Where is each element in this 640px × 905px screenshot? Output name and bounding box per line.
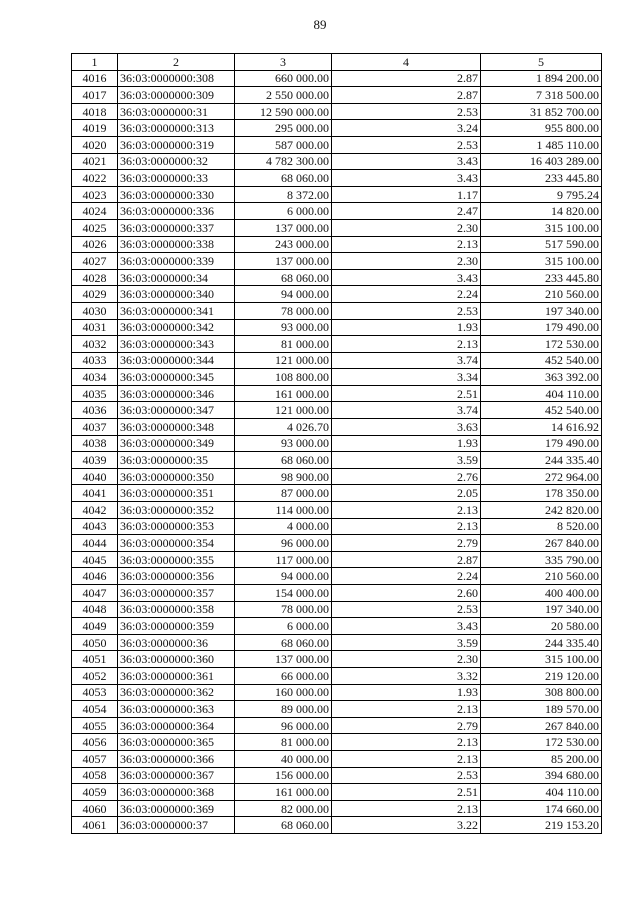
cell-total: 315 100.00 xyxy=(481,253,602,270)
cell-total: 178 350.00 xyxy=(481,485,602,502)
cell-value: 40 000.00 xyxy=(235,750,332,767)
cell-row-number: 4020 xyxy=(72,136,118,153)
cell-cadastral-number: 36:03:0000000:351 xyxy=(118,485,235,502)
table-row xyxy=(72,87,602,104)
cell-value: 96 000.00 xyxy=(235,535,332,552)
table-row xyxy=(72,701,602,718)
cell-cadastral-number: 36:03:0000000:363 xyxy=(118,701,235,718)
cell-cadastral-number: 36:03:0000000:336 xyxy=(118,203,235,220)
table-body xyxy=(72,70,602,833)
table-row xyxy=(72,651,602,668)
table-row xyxy=(72,485,602,502)
cell-row-number: 4036 xyxy=(72,402,118,419)
cell-total: 20 580.00 xyxy=(481,618,602,635)
cell-row-number: 4021 xyxy=(72,153,118,170)
table-row xyxy=(72,120,602,137)
cell-cadastral-number: 36:03:0000000:362 xyxy=(118,684,235,701)
table-row xyxy=(72,219,602,236)
table-row xyxy=(72,634,602,651)
cell-cadastral-number: 36:03:0000000:345 xyxy=(118,369,235,386)
cell-coefficient: 3.43 xyxy=(332,153,481,170)
cell-total: 404 110.00 xyxy=(481,385,602,402)
cell-total: 7 318 500.00 xyxy=(481,87,602,104)
cell-row-number: 4047 xyxy=(72,585,118,602)
cell-value: 114 000.00 xyxy=(235,502,332,519)
cell-coefficient: 2.87 xyxy=(332,551,481,568)
cell-cadastral-number: 36:03:0000000:360 xyxy=(118,651,235,668)
cell-total: 1 485 110.00 xyxy=(481,136,602,153)
cell-coefficient: 3.59 xyxy=(332,634,481,651)
cell-coefficient: 2.76 xyxy=(332,468,481,485)
cell-cadastral-number: 36:03:0000000:33 xyxy=(118,170,235,187)
cell-row-number: 4055 xyxy=(72,717,118,734)
cell-total: 14 820.00 xyxy=(481,203,602,220)
cell-total: 335 790.00 xyxy=(481,551,602,568)
cell-total: 233 445.80 xyxy=(481,269,602,286)
cell-value: 12 590 000.00 xyxy=(235,103,332,120)
cell-coefficient: 2.53 xyxy=(332,601,481,618)
cell-row-number: 4032 xyxy=(72,336,118,353)
table-row xyxy=(72,170,602,187)
cell-row-number: 4060 xyxy=(72,800,118,817)
table-row xyxy=(72,103,602,120)
table-row xyxy=(72,535,602,552)
table-row xyxy=(72,800,602,817)
cell-cadastral-number: 36:03:0000000:347 xyxy=(118,402,235,419)
cell-row-number: 4056 xyxy=(72,734,118,751)
cell-coefficient: 2.51 xyxy=(332,385,481,402)
cell-total: 315 100.00 xyxy=(481,651,602,668)
cell-value: 82 000.00 xyxy=(235,800,332,817)
cell-value: 161 000.00 xyxy=(235,385,332,402)
table-row xyxy=(72,136,602,153)
cell-total: 179 490.00 xyxy=(481,319,602,336)
cell-cadastral-number: 36:03:0000000:340 xyxy=(118,286,235,303)
table-row xyxy=(72,502,602,519)
cell-coefficient: 2.13 xyxy=(332,800,481,817)
cell-coefficient: 2.30 xyxy=(332,253,481,270)
cell-row-number: 4050 xyxy=(72,634,118,651)
cell-value: 660 000.00 xyxy=(235,70,332,87)
cell-row-number: 4029 xyxy=(72,286,118,303)
cell-value: 96 000.00 xyxy=(235,717,332,734)
cell-row-number: 4031 xyxy=(72,319,118,336)
cell-coefficient: 2.13 xyxy=(332,518,481,535)
cell-cadastral-number: 36:03:0000000:346 xyxy=(118,385,235,402)
cell-value: 2 550 000.00 xyxy=(235,87,332,104)
cell-value: 587 000.00 xyxy=(235,136,332,153)
cell-value: 121 000.00 xyxy=(235,352,332,369)
cell-cadastral-number: 36:03:0000000:354 xyxy=(118,535,235,552)
cell-value: 8 372.00 xyxy=(235,186,332,203)
cell-cadastral-number: 36:03:0000000:319 xyxy=(118,136,235,153)
cell-cadastral-number: 36:03:0000000:34 xyxy=(118,269,235,286)
header-col-4: 4 xyxy=(332,54,481,71)
cell-total: 244 335.40 xyxy=(481,452,602,469)
cell-cadastral-number: 36:03:0000000:341 xyxy=(118,302,235,319)
cell-row-number: 4053 xyxy=(72,684,118,701)
cell-cadastral-number: 36:03:0000000:337 xyxy=(118,219,235,236)
cell-coefficient: 2.79 xyxy=(332,535,481,552)
cell-row-number: 4038 xyxy=(72,435,118,452)
cell-coefficient: 1.93 xyxy=(332,319,481,336)
cell-row-number: 4037 xyxy=(72,419,118,436)
cell-total: 179 490.00 xyxy=(481,435,602,452)
cell-cadastral-number: 36:03:0000000:352 xyxy=(118,502,235,519)
cell-total: 174 660.00 xyxy=(481,800,602,817)
cell-coefficient: 3.22 xyxy=(332,817,481,834)
cell-value: 108 800.00 xyxy=(235,369,332,386)
cell-cadastral-number: 36:03:0000000:36 xyxy=(118,634,235,651)
cell-coefficient: 3.59 xyxy=(332,452,481,469)
cell-value: 6 000.00 xyxy=(235,618,332,635)
cell-total: 400 400.00 xyxy=(481,585,602,602)
cell-cadastral-number: 36:03:0000000:365 xyxy=(118,734,235,751)
cell-cadastral-number: 36:03:0000000:309 xyxy=(118,87,235,104)
cell-coefficient: 2.79 xyxy=(332,717,481,734)
cell-cadastral-number: 36:03:0000000:369 xyxy=(118,800,235,817)
cell-cadastral-number: 36:03:0000000:355 xyxy=(118,551,235,568)
cell-row-number: 4019 xyxy=(72,120,118,137)
cell-row-number: 4022 xyxy=(72,170,118,187)
cell-row-number: 4042 xyxy=(72,502,118,519)
cell-total: 210 560.00 xyxy=(481,568,602,585)
table-row xyxy=(72,352,602,369)
cell-coefficient: 3.24 xyxy=(332,120,481,137)
cell-coefficient: 2.30 xyxy=(332,651,481,668)
cell-cadastral-number: 36:03:0000000:32 xyxy=(118,153,235,170)
cell-total: 244 335.40 xyxy=(481,634,602,651)
cell-cadastral-number: 36:03:0000000:330 xyxy=(118,186,235,203)
cell-total: 197 340.00 xyxy=(481,601,602,618)
cell-total: 197 340.00 xyxy=(481,302,602,319)
cell-value: 94 000.00 xyxy=(235,568,332,585)
cell-cadastral-number: 36:03:0000000:35 xyxy=(118,452,235,469)
cell-row-number: 4017 xyxy=(72,87,118,104)
cell-total: 210 560.00 xyxy=(481,286,602,303)
cell-coefficient: 3.43 xyxy=(332,618,481,635)
table-row xyxy=(72,667,602,684)
cell-row-number: 4057 xyxy=(72,750,118,767)
cell-value: 89 000.00 xyxy=(235,701,332,718)
cell-cadastral-number: 36:03:0000000:31 xyxy=(118,103,235,120)
cell-coefficient: 2.60 xyxy=(332,585,481,602)
cell-row-number: 4028 xyxy=(72,269,118,286)
table-row xyxy=(72,468,602,485)
cell-row-number: 4018 xyxy=(72,103,118,120)
cell-row-number: 4039 xyxy=(72,452,118,469)
cell-cadastral-number: 36:03:0000000:37 xyxy=(118,817,235,834)
header-col-1: 1 xyxy=(72,54,118,71)
cell-cadastral-number: 36:03:0000000:349 xyxy=(118,435,235,452)
cell-coefficient: 1.17 xyxy=(332,186,481,203)
header-col-5: 5 xyxy=(481,54,602,71)
cell-total: 267 840.00 xyxy=(481,535,602,552)
table-row xyxy=(72,568,602,585)
cell-row-number: 4049 xyxy=(72,618,118,635)
cell-cadastral-number: 36:03:0000000:357 xyxy=(118,585,235,602)
cell-coefficient: 2.53 xyxy=(332,767,481,784)
cell-row-number: 4048 xyxy=(72,601,118,618)
cell-value: 68 060.00 xyxy=(235,269,332,286)
cell-value: 117 000.00 xyxy=(235,551,332,568)
cell-value: 66 000.00 xyxy=(235,667,332,684)
cell-value: 6 000.00 xyxy=(235,203,332,220)
cell-total: 315 100.00 xyxy=(481,219,602,236)
cell-value: 68 060.00 xyxy=(235,634,332,651)
table-row xyxy=(72,717,602,734)
cell-total: 31 852 700.00 xyxy=(481,103,602,120)
cell-coefficient: 2.51 xyxy=(332,784,481,801)
cell-total: 452 540.00 xyxy=(481,352,602,369)
cell-value: 295 000.00 xyxy=(235,120,332,137)
cell-cadastral-number: 36:03:0000000:368 xyxy=(118,784,235,801)
cell-value: 94 000.00 xyxy=(235,286,332,303)
table-row xyxy=(72,253,602,270)
table-row xyxy=(72,153,602,170)
table-header xyxy=(72,54,602,71)
cell-row-number: 4044 xyxy=(72,535,118,552)
cell-coefficient: 2.13 xyxy=(332,701,481,718)
cell-cadastral-number: 36:03:0000000:358 xyxy=(118,601,235,618)
cell-value: 137 000.00 xyxy=(235,219,332,236)
cell-coefficient: 2.47 xyxy=(332,203,481,220)
cell-coefficient: 2.13 xyxy=(332,236,481,253)
table-row xyxy=(72,419,602,436)
cell-row-number: 4041 xyxy=(72,485,118,502)
cell-row-number: 4025 xyxy=(72,219,118,236)
cell-coefficient: 2.05 xyxy=(332,485,481,502)
table-row xyxy=(72,750,602,767)
cell-row-number: 4059 xyxy=(72,784,118,801)
table-row xyxy=(72,319,602,336)
cell-value: 78 000.00 xyxy=(235,302,332,319)
cell-value: 4 000.00 xyxy=(235,518,332,535)
table-row xyxy=(72,203,602,220)
cell-row-number: 4030 xyxy=(72,302,118,319)
table-row xyxy=(72,402,602,419)
cell-value: 161 000.00 xyxy=(235,784,332,801)
cell-total: 189 570.00 xyxy=(481,701,602,718)
cell-cadastral-number: 36:03:0000000:361 xyxy=(118,667,235,684)
page-number: 89 xyxy=(313,17,327,32)
cell-total: 219 153.20 xyxy=(481,817,602,834)
cell-coefficient: 2.87 xyxy=(332,70,481,87)
cell-coefficient: 3.43 xyxy=(332,269,481,286)
cell-value: 87 000.00 xyxy=(235,485,332,502)
cell-total: 272 964.00 xyxy=(481,468,602,485)
cell-row-number: 4045 xyxy=(72,551,118,568)
cell-total: 267 840.00 xyxy=(481,717,602,734)
cell-row-number: 4016 xyxy=(72,70,118,87)
cell-coefficient: 1.93 xyxy=(332,435,481,452)
cell-value: 81 000.00 xyxy=(235,336,332,353)
cell-coefficient: 3.74 xyxy=(332,402,481,419)
table-row xyxy=(72,186,602,203)
cell-total: 14 616.92 xyxy=(481,419,602,436)
table-row xyxy=(72,684,602,701)
cell-cadastral-number: 36:03:0000000:356 xyxy=(118,568,235,585)
table-row xyxy=(72,369,602,386)
cell-row-number: 4046 xyxy=(72,568,118,585)
cell-coefficient: 3.32 xyxy=(332,667,481,684)
cell-coefficient: 3.43 xyxy=(332,170,481,187)
cell-value: 98 900.00 xyxy=(235,468,332,485)
cell-coefficient: 3.74 xyxy=(332,352,481,369)
cell-coefficient: 2.87 xyxy=(332,87,481,104)
cell-coefficient: 2.53 xyxy=(332,103,481,120)
cell-total: 404 110.00 xyxy=(481,784,602,801)
cell-cadastral-number: 36:03:0000000:339 xyxy=(118,253,235,270)
table-row xyxy=(72,551,602,568)
cell-cadastral-number: 36:03:0000000:342 xyxy=(118,319,235,336)
cell-row-number: 4052 xyxy=(72,667,118,684)
cell-cadastral-number: 36:03:0000000:338 xyxy=(118,236,235,253)
cell-value: 93 000.00 xyxy=(235,435,332,452)
table-row xyxy=(72,269,602,286)
header-col-3: 3 xyxy=(235,54,332,71)
table-row xyxy=(72,385,602,402)
cell-cadastral-number: 36:03:0000000:308 xyxy=(118,70,235,87)
cell-coefficient: 3.34 xyxy=(332,369,481,386)
cell-cadastral-number: 36:03:0000000:353 xyxy=(118,518,235,535)
cell-row-number: 4058 xyxy=(72,767,118,784)
cell-total: 233 445.80 xyxy=(481,170,602,187)
cell-total: 363 392.00 xyxy=(481,369,602,386)
cell-total: 1 894 200.00 xyxy=(481,70,602,87)
cell-row-number: 4024 xyxy=(72,203,118,220)
table-row xyxy=(72,518,602,535)
header-col-2: 2 xyxy=(118,54,235,71)
cell-total: 172 530.00 xyxy=(481,336,602,353)
cell-cadastral-number: 36:03:0000000:343 xyxy=(118,336,235,353)
table-row xyxy=(72,784,602,801)
cell-value: 137 000.00 xyxy=(235,651,332,668)
cell-coefficient: 2.53 xyxy=(332,136,481,153)
cell-value: 137 000.00 xyxy=(235,253,332,270)
table-row xyxy=(72,70,602,87)
table-row xyxy=(72,618,602,635)
cell-total: 517 590.00 xyxy=(481,236,602,253)
cell-row-number: 4026 xyxy=(72,236,118,253)
cell-coefficient: 2.13 xyxy=(332,336,481,353)
cell-coefficient: 2.13 xyxy=(332,750,481,767)
cell-cadastral-number: 36:03:0000000:348 xyxy=(118,419,235,436)
cell-value: 121 000.00 xyxy=(235,402,332,419)
cell-value: 156 000.00 xyxy=(235,767,332,784)
cell-cadastral-number: 36:03:0000000:313 xyxy=(118,120,235,137)
cell-coefficient: 2.13 xyxy=(332,734,481,751)
cell-coefficient: 2.24 xyxy=(332,286,481,303)
table-row xyxy=(72,336,602,353)
cell-row-number: 4061 xyxy=(72,817,118,834)
cell-row-number: 4054 xyxy=(72,701,118,718)
cell-total: 394 680.00 xyxy=(481,767,602,784)
cell-coefficient: 2.24 xyxy=(332,568,481,585)
cell-total: 219 120.00 xyxy=(481,667,602,684)
cell-row-number: 4035 xyxy=(72,385,118,402)
table-row xyxy=(72,452,602,469)
cell-value: 160 000.00 xyxy=(235,684,332,701)
table-row xyxy=(72,817,602,834)
cell-row-number: 4023 xyxy=(72,186,118,203)
cell-coefficient: 2.53 xyxy=(332,302,481,319)
cell-total: 16 403 289.00 xyxy=(481,153,602,170)
cell-cadastral-number: 36:03:0000000:350 xyxy=(118,468,235,485)
cell-total: 9 795.24 xyxy=(481,186,602,203)
cell-coefficient: 2.30 xyxy=(332,219,481,236)
cell-total: 8 520.00 xyxy=(481,518,602,535)
cell-value: 4 782 300.00 xyxy=(235,153,332,170)
cell-total: 242 820.00 xyxy=(481,502,602,519)
table-row xyxy=(72,734,602,751)
cell-row-number: 4051 xyxy=(72,651,118,668)
data-table xyxy=(71,53,602,834)
cell-cadastral-number: 36:03:0000000:366 xyxy=(118,750,235,767)
cell-value: 154 000.00 xyxy=(235,585,332,602)
cell-total: 955 800.00 xyxy=(481,120,602,137)
cell-row-number: 4040 xyxy=(72,468,118,485)
cell-total: 85 200.00 xyxy=(481,750,602,767)
cell-row-number: 4027 xyxy=(72,253,118,270)
cell-value: 243 000.00 xyxy=(235,236,332,253)
cell-value: 68 060.00 xyxy=(235,452,332,469)
cell-value: 78 000.00 xyxy=(235,601,332,618)
cell-total: 452 540.00 xyxy=(481,402,602,419)
cell-value: 81 000.00 xyxy=(235,734,332,751)
cell-value: 68 060.00 xyxy=(235,817,332,834)
cell-coefficient: 2.13 xyxy=(332,502,481,519)
cell-value: 68 060.00 xyxy=(235,170,332,187)
table-row xyxy=(72,601,602,618)
table-row xyxy=(72,286,602,303)
cell-value: 4 026.70 xyxy=(235,419,332,436)
cell-row-number: 4034 xyxy=(72,369,118,386)
table-row xyxy=(72,585,602,602)
cell-cadastral-number: 36:03:0000000:344 xyxy=(118,352,235,369)
cell-row-number: 4033 xyxy=(72,352,118,369)
table-row xyxy=(72,236,602,253)
cell-row-number: 4043 xyxy=(72,518,118,535)
cell-value: 93 000.00 xyxy=(235,319,332,336)
cell-total: 308 800.00 xyxy=(481,684,602,701)
table-row xyxy=(72,435,602,452)
cell-total: 172 530.00 xyxy=(481,734,602,751)
header-row xyxy=(72,54,602,71)
cell-coefficient: 1.93 xyxy=(332,684,481,701)
table-row xyxy=(72,302,602,319)
cell-cadastral-number: 36:03:0000000:364 xyxy=(118,717,235,734)
table-row xyxy=(72,767,602,784)
cell-coefficient: 3.63 xyxy=(332,419,481,436)
cell-cadastral-number: 36:03:0000000:359 xyxy=(118,618,235,635)
cell-cadastral-number: 36:03:0000000:367 xyxy=(118,767,235,784)
